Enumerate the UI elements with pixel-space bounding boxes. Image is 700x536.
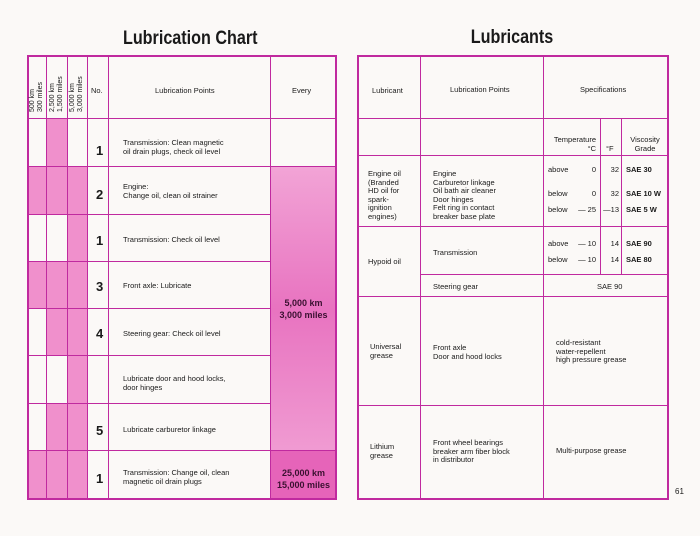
spec-grade: SAE 30 <box>626 165 652 174</box>
row-text: Lubricate door and hood locks, door hinges <box>123 374 226 392</box>
row-number: 1 <box>96 233 104 248</box>
fill-2500-r1 <box>47 119 68 167</box>
fill-r4 <box>28 262 87 309</box>
header-fahrenheit: °F <box>606 144 614 153</box>
spec-c: 0 <box>591 189 596 198</box>
points-engine-oil: Engine Carburetor linkage Oil bath air cleaner Door hinges Felt ring in contact breaker base plate <box>433 169 496 221</box>
fill-r8 <box>28 451 87 498</box>
row-number: 1 <box>96 471 104 486</box>
row-text: Front axle: Lubricate <box>123 281 192 290</box>
row-text: Transmission: Clean magnetic oil drain plugs, check oil level <box>123 138 224 156</box>
row-number: 4 <box>96 326 104 341</box>
header-500km: 500 km 300 miles <box>29 82 44 112</box>
interval-last: 25,000 km 15,000 miles <box>276 468 331 490</box>
header-temperature: Temperature °C <box>553 135 596 153</box>
points-lithium-grease: Front wheel bearings breaker arm fiber block in distributor <box>433 438 510 464</box>
spec-cond: below <box>548 255 568 264</box>
row-text: Engine: Change oil, clean oil strainer <box>123 182 218 200</box>
row-number: 1 <box>96 143 104 158</box>
header-2500km: 2,500 km 1,500 miles <box>49 76 64 112</box>
spec-grade: SAE 90 <box>626 239 652 248</box>
spec-f: 14 <box>610 255 619 264</box>
header-lubrication-points: Lubrication Points <box>155 86 215 95</box>
spec-cond: below <box>548 189 568 198</box>
spec-universal-grease: cold-resistant water-repellent high pressure grease <box>556 338 627 364</box>
spec-f: —13 <box>603 205 619 214</box>
header-no: No. <box>91 86 103 95</box>
spec-lithium-grease: Multi-purpose grease <box>556 446 627 455</box>
header-5000km: 5,000 km 3,000 miles <box>69 76 84 112</box>
lubricant-lithium-grease: Lithium grease <box>370 442 395 460</box>
spec-cond: below <box>548 205 568 214</box>
header-viscosity: Viscosity Grade <box>630 135 660 153</box>
header-lubrication-points: Lubrication Points <box>450 85 510 94</box>
spec-f: 32 <box>610 165 619 174</box>
spec-cond: above <box>548 165 569 174</box>
header-specifications: Specifications <box>580 85 627 94</box>
spec-c: — 10 <box>578 239 596 248</box>
page-number: 61 <box>675 487 684 496</box>
points-steering-gear: Steering gear <box>433 282 479 291</box>
fill-5000-r3 <box>68 215 87 262</box>
spec-cond: above <box>548 239 569 248</box>
lubricant-universal-grease: Universal grease <box>370 342 402 360</box>
interval-main: 5,000 km 3,000 miles <box>279 298 328 320</box>
header-lubricant: Lubricant <box>372 86 403 95</box>
row-text: Steering gear: Check oil level <box>123 329 221 338</box>
lubricants-title: Lubricants <box>470 27 554 48</box>
spec-c: 0 <box>591 165 596 174</box>
row-text: Transmission: Change oil, clean magnetic oil drain plugs <box>123 468 230 486</box>
spec-grade: SAE 5 W <box>626 205 657 214</box>
spec-grade: SAE 10 W <box>626 189 662 198</box>
spec-f: 14 <box>610 239 619 248</box>
row-number: 5 <box>96 423 104 438</box>
row-text: Transmission: Check oil level <box>123 235 220 244</box>
grade-steering-gear: SAE 90 <box>597 282 623 291</box>
row-text: Lubricate carburetor linkage <box>123 425 216 434</box>
spec-c: — 10 <box>578 255 596 264</box>
lubrication-chart-title: Lubrication Chart <box>122 28 258 49</box>
spec-c: — 25 <box>578 205 596 214</box>
lubricant-engine-oil: Engine oil (Branded HD oil for spark- ignition engines) <box>368 169 401 221</box>
fill-5000-r6 <box>68 356 87 404</box>
header-every: Every <box>292 86 312 95</box>
points-hypoid: Transmission <box>433 248 478 257</box>
row-number: 3 <box>96 279 104 294</box>
row-number: 2 <box>96 187 104 202</box>
spec-grade: SAE 80 <box>626 255 652 264</box>
points-universal-grease: Front axle Door and hood locks <box>433 343 502 361</box>
lubricant-hypoid: Hypoid oil <box>368 257 401 266</box>
fill-r2 <box>28 167 87 215</box>
spec-f: 32 <box>610 189 619 198</box>
